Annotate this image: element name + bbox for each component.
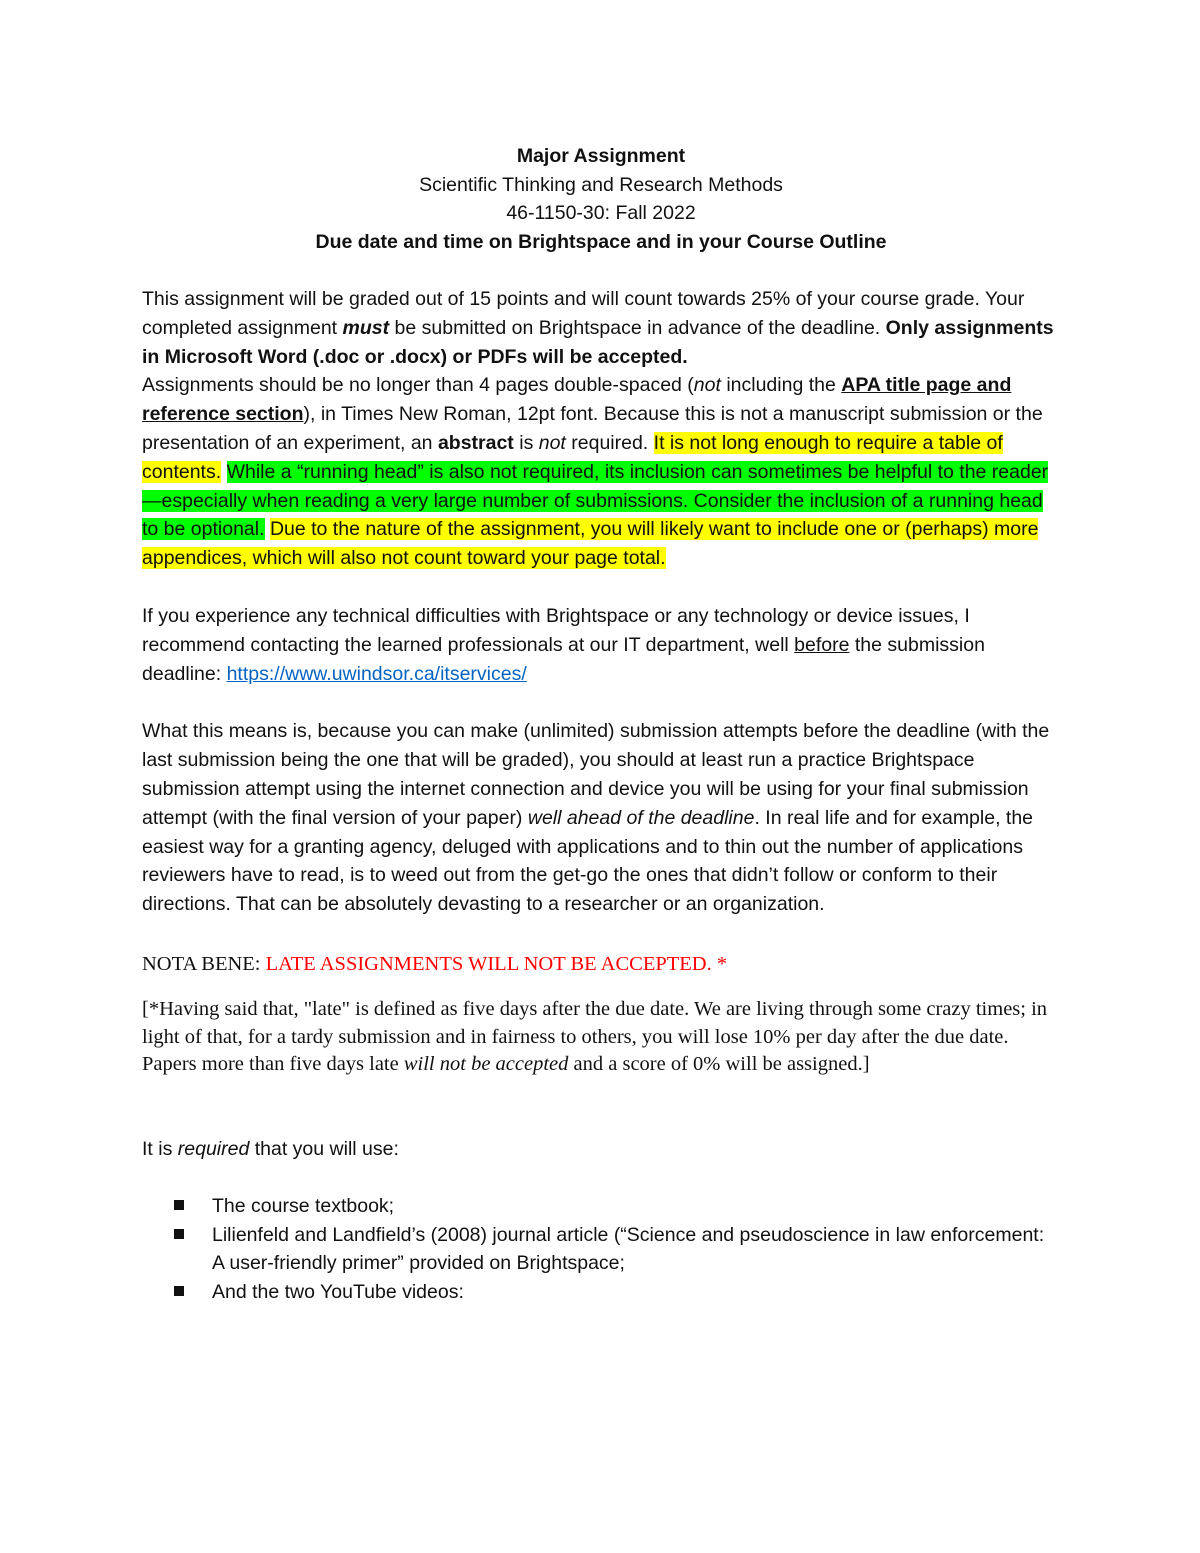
square-bullet-icon: [174, 1200, 184, 1210]
document-header: [142, 142, 1060, 256]
text-run: is: [513, 431, 539, 454]
late-warning: LATE ASSIGNMENTS WILL NOT BE ACCEPTED. *: [265, 952, 728, 975]
list-item-text: Lilienfeld and Landfield’s (2008) journal article (“Science and pseudoscience in law enforcement: A user-friendly primer” provided on Brightspace;: [212, 1223, 1045, 1275]
text-run: and a score of 0% will be assigned.]: [568, 1053, 870, 1076]
emphasis-not: not: [693, 374, 721, 397]
abstract-term: abstract: [437, 431, 514, 454]
nota-bene-label: NOTA BENE:: [142, 952, 266, 975]
text-run: including the: [720, 374, 842, 397]
list-item: [142, 1278, 1060, 1307]
highlight-running-head-note: While a “running head” is also not required, its inclusion can sometimes be helpful to the reader—especially when reading a very large number of submissions. Consider the inclusion of a running head to be optional.: [142, 460, 1049, 541]
text-run: be submitted on Brightspace in advance of the deadline.: [389, 316, 886, 339]
document-title: Major Assignment: [516, 145, 686, 167]
list-item: [142, 1221, 1060, 1279]
document-page: [142, 140, 1060, 1307]
emphasis-not: not: [538, 431, 566, 454]
emphasis-must: must: [342, 316, 390, 339]
list-item-text: The course textbook;: [212, 1194, 395, 1217]
list-item: [142, 1192, 1060, 1221]
required-sources-list: [142, 1192, 1060, 1307]
text-run: . In real life and for example, the easiest way for a granting agency, deluged with applications and to thin out the number of applications reviewers have to read, is to weed out from the get-go the ones that didn’t follow or conform to their directions. That can be absolutely devasting to a researcher or an organization.: [142, 806, 1034, 916]
course-name: Scientific Thinking and Research Methods: [419, 173, 783, 196]
file-format-requirement: Only assignments in Microsoft Word (.doc or .docx) or PDFs will be accepted.: [142, 316, 1054, 368]
list-item-text: And the two YouTube videos:: [212, 1281, 464, 1304]
nota-bene-line: [142, 951, 1060, 979]
highlight-appendices-note: Due to the nature of the assignment, you will likely want to include one or (perhaps) more appendices, which will also not count toward your page total.: [142, 518, 1039, 570]
late-policy-note: [142, 996, 1060, 1079]
text-run: Assignments should be no longer than 4 pages double-spaced (: [142, 374, 694, 397]
emphasis-well-ahead: well ahead of the deadline: [527, 806, 755, 829]
text-run: the submission deadline:: [142, 633, 985, 685]
due-date-note: Due date and time on Brightspace and in your Course Outline: [315, 230, 887, 253]
emphasis-before: before: [794, 633, 850, 656]
text-run: If you experience any technical difficulties with Brightspace or any technology or device issues, I recommend contacting the learned professionals at our IT department, well: [142, 604, 970, 656]
apa-exclusion-note: APA title page and reference section: [142, 374, 1012, 426]
course-section: 46-1150-30: Fall 2022: [506, 202, 696, 224]
text-run: This assignment will be graded out of 15 points and will count towards 25% of your course grade. Your completed assignment: [142, 288, 1025, 339]
emphasis-required: required: [177, 1137, 250, 1160]
tech-support-paragraph: [142, 602, 1060, 688]
required-sources-intro: [142, 1135, 1060, 1164]
text-run: ), in Times New Roman, 12pt font. Because this is not a manuscript submission or the presentation of an experiment, an: [142, 403, 1043, 454]
text-run: that you will use:: [249, 1137, 399, 1160]
grading-paragraph: [142, 285, 1060, 573]
text-run: What this means is, because you can make (unlimited) submission attempts before the deadline (with the last submission being the one that will be graded), you should at least run a practice Brightspace submission attempt using the internet connection and device you will be using for your final submission attempt (with the final version of your paper): [142, 720, 1050, 829]
practice-submission-paragraph: [142, 717, 1060, 919]
text-run: It is: [142, 1137, 178, 1160]
emphasis-not-accepted: will not be accepted: [403, 1053, 569, 1076]
square-bullet-icon: [174, 1286, 184, 1296]
highlight-toc-note: It is not long enough to require a table of contents.: [142, 431, 1003, 483]
text-run: [*Having said that, "late" is defined as five days after the due date. We are living through some crazy times; in light of that, for a tardy submission and in fairness to others, you will lose 10% per day after the due date. Papers more than five days late: [142, 998, 1048, 1076]
text-run: [221, 461, 226, 483]
square-bullet-icon: [174, 1229, 184, 1239]
it-services-link[interactable]: https://www.uwindsor.ca/itservices/: [226, 662, 527, 685]
text-run: required.: [565, 431, 654, 454]
